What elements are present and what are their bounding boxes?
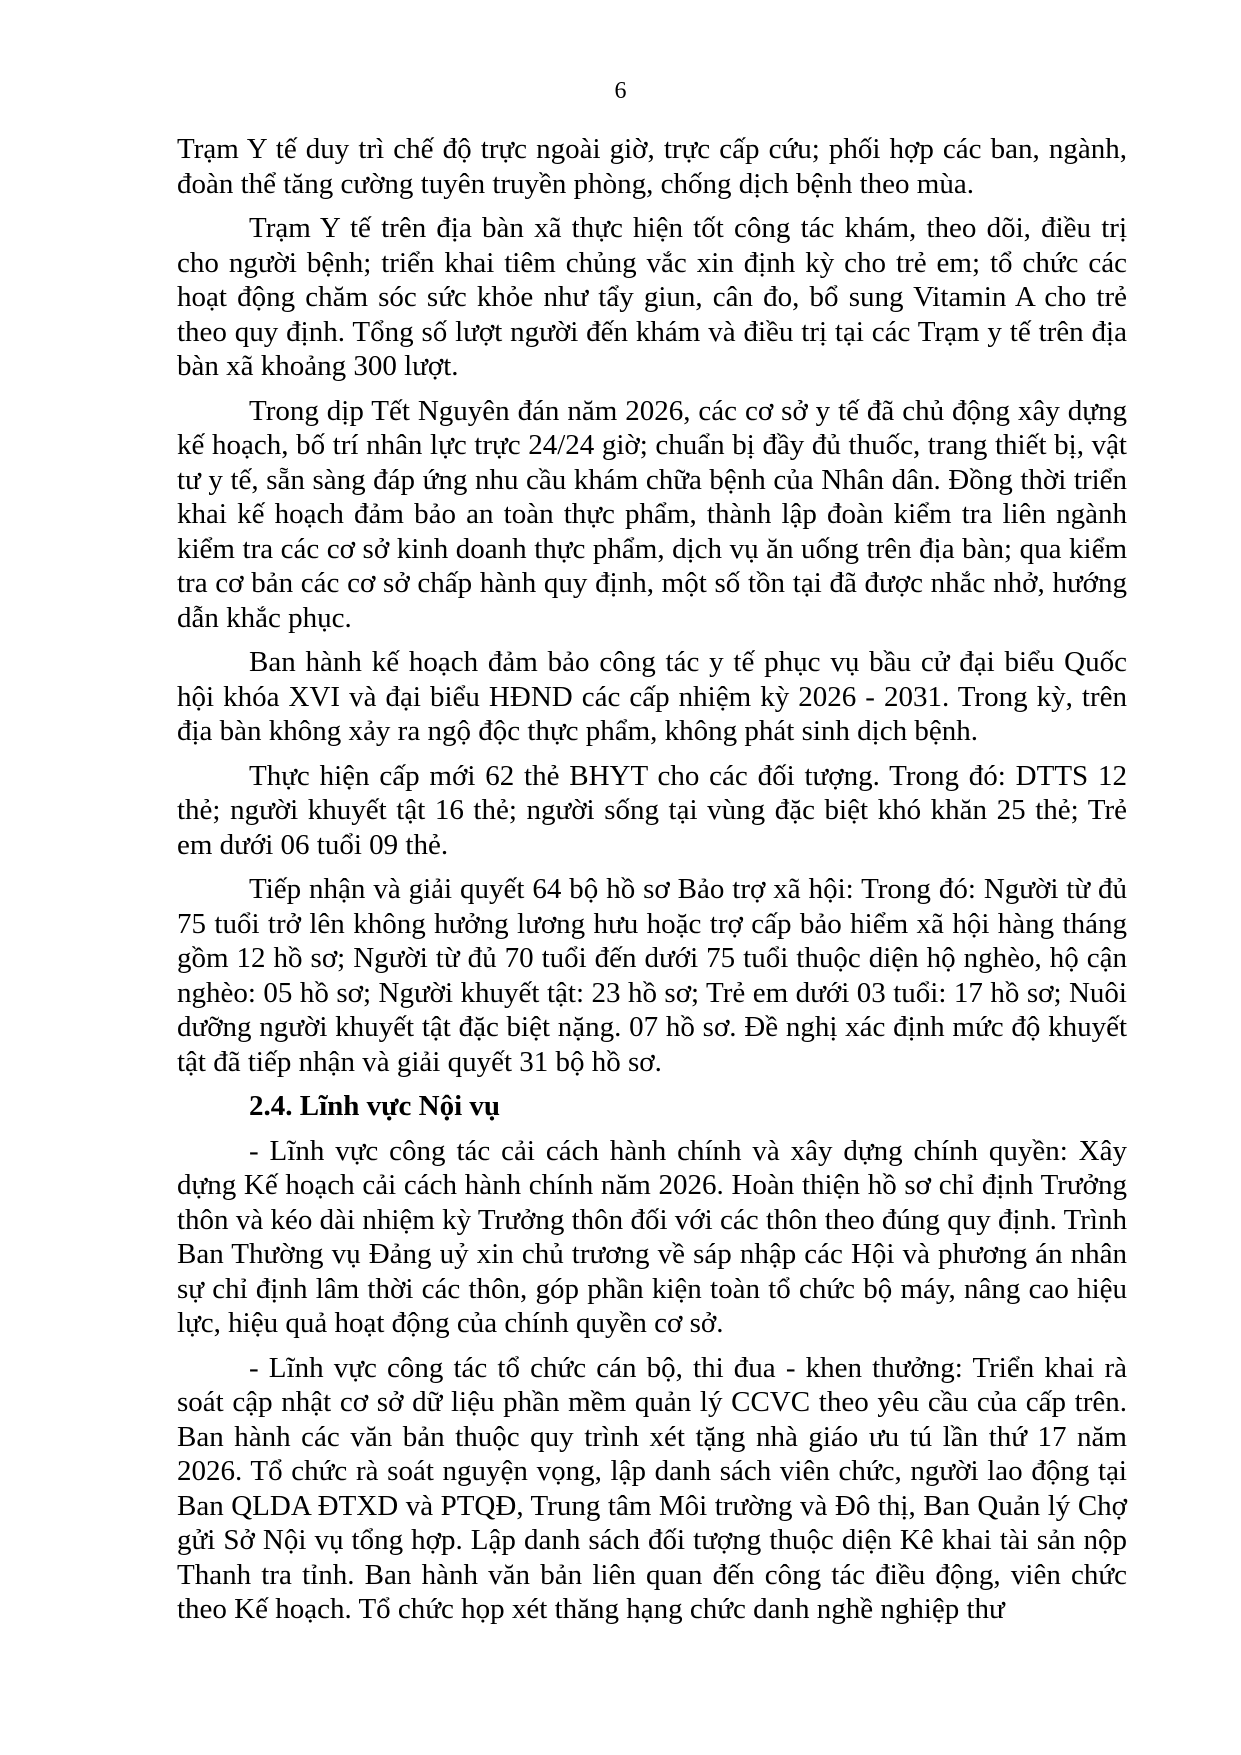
paragraph-election-health: Ban hành kế hoạch đảm bảo công tác y tế phục vụ bầu cử đại biểu Quốc hội khóa XVI và đại biểu HĐND các cấp nhiệm kỳ 2026 - 2031. Trong kỳ, trên địa bàn không xảy ra ngộ độc thực phẩm, không phát sinh dịch bệnh. bbox=[177, 646, 1127, 747]
paragraph-social-protection: Tiếp nhận và giải quyết 64 bộ hồ sơ Bảo trợ xã hội: Trong đó: Người từ đủ 75 tuổi trở lên không hưởng lương hưu hoặc trợ cấp bảo hiểm xã hội hàng tháng gồm 12 hồ sơ; Người từ đủ 70 tuổi đến dưới 75 tuổi thuộc diện hộ nghèo, hộ cận nghèo: 05 hồ sơ; Người khuyết tật: 23 hồ sơ; Trẻ em dưới 03 tuổi: 17 hồ sơ; Nuôi dưỡng người khuyết tật đặc biệt nặng. 07 hồ sơ. Đề nghị xác định mức độ khuyết tật đã tiếp nhận và giải quyết 31 bộ hồ sơ. bbox=[177, 873, 1127, 1078]
paragraph-personnel: - Lĩnh vực công tác tổ chức cán bộ, thi đua - khen thưởng: Triển khai rà soát cập nhật cơ sở dữ liệu phần mềm quản lý CCVC theo yêu cầu của cấp trên. Ban hành các văn bản thuộc quy trình xét tặng nhà giáo ưu tú lần thứ 17 năm 2026. Tổ chức rà soát nguyện vọng, lập danh sách viên chức, người lao động tại Ban QLDA ĐTXD và PTQĐ, Trung tâm Môi trường và Đô thị, Ban Quản lý Chợ gửi Sở Nội vụ tổng hợp. Lập danh sách đối tượng thuộc diện Kê khai tài sản nộp Thanh tra tỉnh. Ban hành văn bản liên quan đến công tác điều động, viên chức theo Kế hoạch. Tổ chức họp xét thăng hạng chức danh nghề nghiệp thư bbox=[177, 1351, 1127, 1625]
page-number: 6 bbox=[614, 78, 627, 104]
paragraph-health-station: Trạm Y tế trên địa bàn xã thực hiện tốt công tác khám, theo dõi, điều trị cho người bệnh; triển khai tiêm chủng vắc xin định kỳ cho trẻ em; tổ chức các hoạt động chăm sóc sức khỏe như tẩy giun, cân đo, bổ sung Vitamin A cho trẻ theo quy định. Tổng số lượt người đến khám và điều trị tại các Trạm y tế trên địa bàn xã khoảng 300 lượt. bbox=[177, 212, 1127, 382]
document-body bbox=[177, 132, 1127, 1637]
paragraph-continuation: Trạm Y tế duy trì chế độ trực ngoài giờ, trực cấp cứu; phối hợp các ban, ngành, đoàn thể tăng cường tuyên truyền phòng, chống dịch bệnh theo mùa. bbox=[177, 133, 1127, 200]
paragraph-admin-reform: - Lĩnh vực công tác cải cách hành chính và xây dựng chính quyền: Xây dựng Kế hoạch cải cách hành chính năm 2026. Hoàn thiện hồ sơ chỉ định Trưởng thôn và kéo dài nhiệm kỳ Trưởng thôn đối với các thôn theo đúng quy định. Trình Ban Thường vụ Đảng uỷ xin chủ trương về sáp nhập các Hội và phương án nhân sự chỉ định lâm thời các thôn, góp phần kiện toàn tổ chức bộ máy, nâng cao hiệu lực, hiệu quả hoạt động của chính quyền cơ sở. bbox=[177, 1134, 1127, 1339]
paragraph-tet-holiday: Trong dịp Tết Nguyên đán năm 2026, các cơ sở y tế đã chủ động xây dựng kế hoạch, bố trí nhân lực trực 24/24 giờ; chuẩn bị đầy đủ thuốc, trang thiết bị, vật tư y tế, sẵn sàng đáp ứng nhu cầu khám chữa bệnh của Nhân dân. Đồng thời triển khai kế hoạch đảm bảo an toàn thực phẩm, thành lập đoàn kiểm tra liên ngành kiểm tra các cơ sở kinh doanh thực phẩm, dịch vụ ăn uống trên địa bàn; qua kiểm tra cơ bản các cơ sở chấp hành quy định, một số tồn tại đã được nhắc nhở, hướng dẫn khắc phục. bbox=[177, 394, 1127, 634]
section-heading: 2.4. Lĩnh vực Nội vụ bbox=[249, 1090, 501, 1122]
paragraph-health-insurance: Thực hiện cấp mới 62 thẻ BHYT cho các đối tượng. Trong đó: DTTS 12 thẻ; người khuyết tật 16 thẻ; người sống tại vùng đặc biệt khó khăn 25 thẻ; Trẻ em dưới 06 tuổi 09 thẻ. bbox=[177, 759, 1127, 861]
